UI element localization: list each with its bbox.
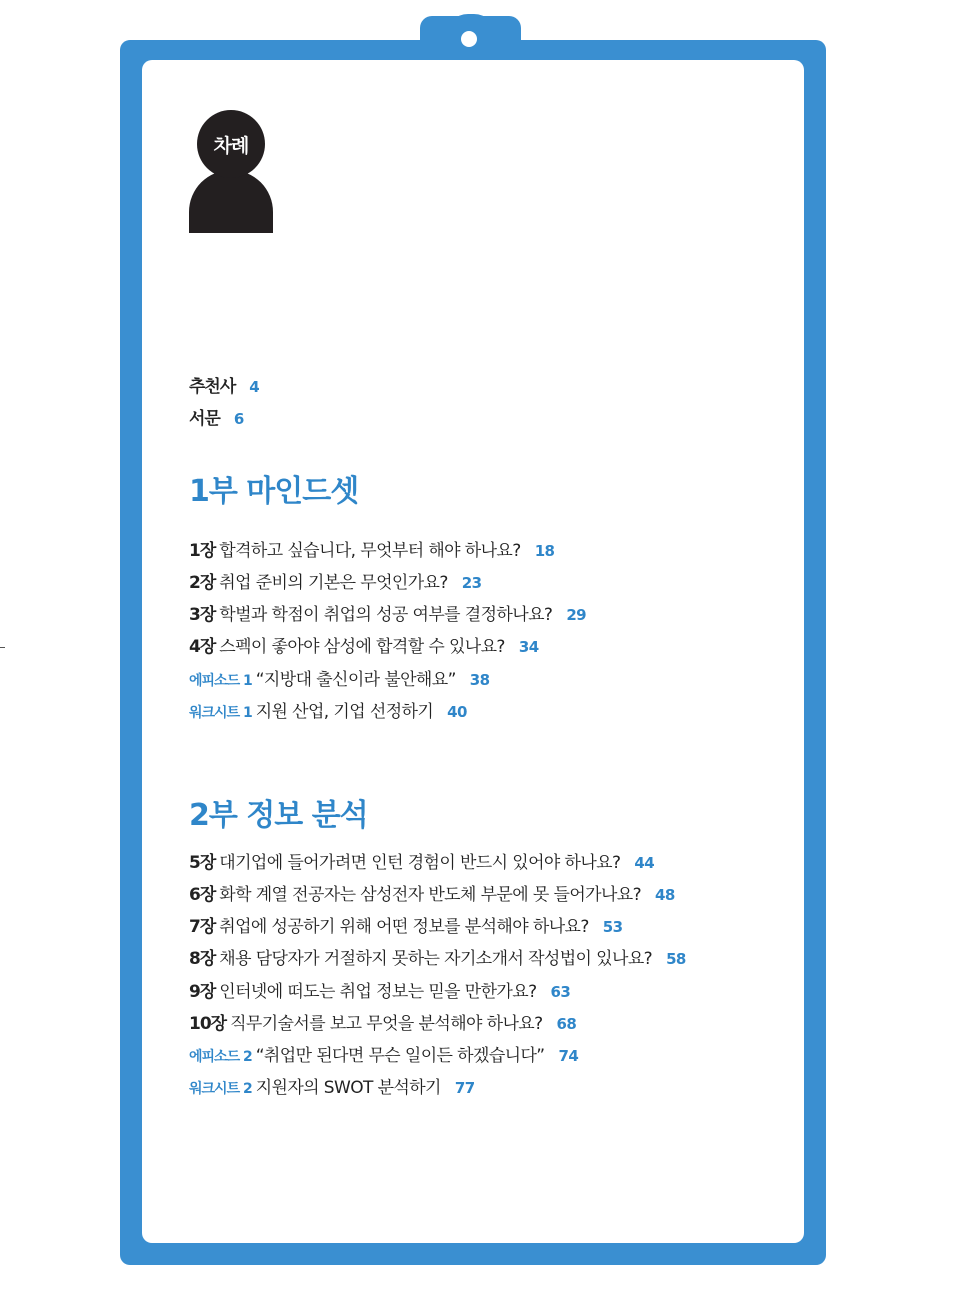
toc-item-worksheet-1[interactable] [189, 697, 467, 722]
toc-item-chapter-6[interactable] [189, 880, 675, 905]
toc-item-worksheet-2[interactable] [189, 1073, 475, 1098]
toc-item-title: 서문 [189, 409, 220, 429]
chapter-label: 3장 [189, 605, 216, 625]
toc-item-chapter-2[interactable] [189, 568, 481, 593]
toc-item-title: 추천사 [189, 377, 236, 397]
chapter-page: 23 [461, 574, 482, 592]
toc-item-page: 4 [249, 378, 259, 396]
toc-item-chapter-8[interactable] [189, 944, 686, 969]
worksheet-page: 77 [454, 1079, 475, 1097]
chapter-title: 직무기술서를 보고 무엇을 분석해야 하나요? [230, 1014, 543, 1034]
chapter-title: 화학 계열 전공자는 삼성전자 반도체 부문에 못 들어가나요? [219, 885, 642, 905]
toc-item-chapter-4[interactable] [189, 632, 539, 657]
toc-item-episode-1[interactable] [189, 665, 489, 690]
chapter-title: 인터넷에 떠도는 취업 정보는 믿을 만한가요? [219, 982, 537, 1002]
chapter-title: 합격하고 싶습니다, 무엇부터 해야 하나요? [219, 541, 521, 561]
episode-label: 에피소드 1 [189, 673, 252, 689]
chapter-label: 6장 [189, 885, 216, 905]
chapter-label: 2장 [189, 573, 216, 593]
part-1-title: 1부 마인드셋 [189, 474, 359, 509]
toc-badge-label: 차례 [213, 134, 249, 157]
chapter-label: 9장 [189, 982, 216, 1002]
chapter-page: 34 [518, 638, 539, 656]
worksheet-page: 40 [447, 703, 467, 721]
episode-title: “취업만 된다면 무슨 일이든 하겠습니다” [255, 1046, 545, 1066]
chapter-label: 8장 [189, 949, 216, 969]
part-2-title: 2부 정보 분석 [189, 798, 368, 833]
chapter-label: 4장 [189, 637, 216, 657]
chapter-label: 7장 [189, 917, 216, 937]
episode-label: 에피소드 2 [189, 1049, 252, 1065]
toc-item-chapter-9[interactable] [189, 977, 570, 1002]
chapter-title: 스펙이 좋아야 삼성에 합격할 수 있나요? [219, 637, 505, 657]
chapter-title: 대기업에 들어가려면 인턴 경험이 반드시 있어야 하나요? [219, 853, 621, 873]
chapter-label: 5장 [189, 853, 216, 873]
chapter-label: 1장 [189, 541, 216, 561]
chapter-label: 10장 [189, 1014, 227, 1034]
toc-item-page: 6 [233, 410, 244, 428]
chapter-page: 63 [550, 983, 571, 1001]
chapter-page: 18 [534, 542, 555, 560]
toc-item-chapter-1[interactable] [189, 536, 554, 561]
chapter-title: 취업 준비의 기본은 무엇인가요? [219, 573, 448, 593]
episode-title: “지방대 출신이라 불안해요” [255, 670, 456, 690]
chapter-page: 29 [566, 606, 587, 624]
episode-page: 74 [558, 1047, 579, 1065]
toc-item-chapter-5[interactable] [189, 848, 654, 873]
chapter-title: 채용 담당자가 거절하지 못하는 자기소개서 작성법이 있나요? [219, 949, 653, 969]
chapter-page: 58 [666, 950, 686, 968]
toc-item-preface[interactable] [189, 404, 243, 429]
chapter-title: 취업에 성공하기 위해 어떤 정보를 분석해야 하나요? [219, 917, 589, 937]
worksheet-label: 워크시트 1 [189, 705, 252, 721]
worksheet-title: 지원자의 SWOT 분석하기 [255, 1078, 441, 1098]
toc-item-chapter-3[interactable] [189, 600, 586, 625]
toc-item-episode-2[interactable] [189, 1041, 578, 1066]
chapter-page: 53 [602, 918, 623, 936]
clip-hole-icon [461, 31, 477, 47]
chapter-page: 68 [556, 1015, 577, 1033]
toc-item-foreword[interactable] [189, 372, 259, 397]
episode-page: 38 [469, 671, 490, 689]
toc-item-chapter-10[interactable] [189, 1009, 576, 1034]
toc-badge [197, 110, 265, 178]
margin-mark [0, 647, 5, 648]
toc-item-chapter-7[interactable] [189, 912, 622, 937]
worksheet-label: 워크시트 2 [189, 1081, 252, 1097]
chapter-page: 48 [655, 886, 675, 904]
chapter-title: 학벌과 학점이 취업의 성공 여부를 결정하나요? [219, 605, 553, 625]
chapter-page: 44 [634, 854, 655, 872]
worksheet-title: 지원 산업, 기업 선정하기 [255, 702, 434, 722]
